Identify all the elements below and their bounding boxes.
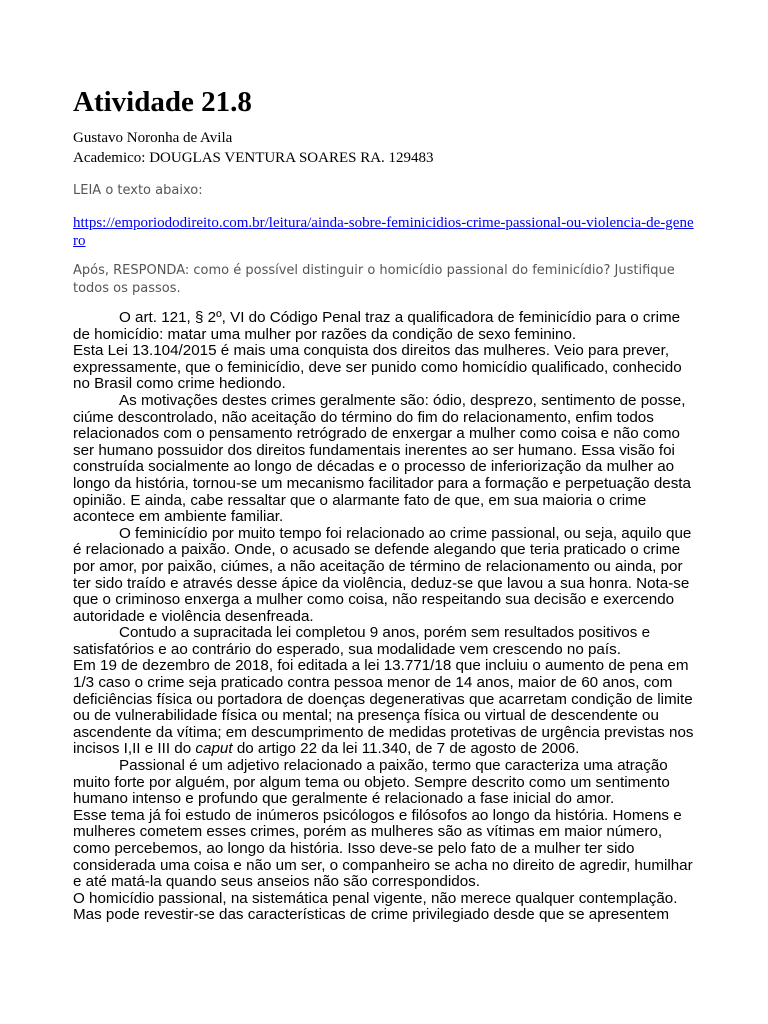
article-link[interactable]: https://emporiododireito.com.br/leitura/ainda-sobre-feminicidios-crime-passional-ou-violencia-de-genero (73, 215, 694, 249)
answer-instruction: Após, RESPONDA: como é possível distinguir o homicídio passional do feminicídio? Justifique todos os passos. (73, 263, 675, 296)
essay-paragraph: Contudo a supracitada lei completou 9 anos, porém sem resultados positivos e satisfatórios e ao contrário do esperado, sua modalidade vem crescendo no país. (73, 624, 651, 658)
essay-paragraph: Esse tema já foi estudo de inúmeros psicólogos e filósofos ao longo da história. Homens e mulheres cometem esses crimes, porém as mulheres são as vítimas em maior número, como percebemos, ao longo da história. Isso deve-se pelo fato de a mulher ter sido considerada uma coisa e não um ser, o companheiro se acha no direito de agredir, humilhar e até matá-la quando seus anseios não são correspondidos. (73, 806, 693, 891)
paragraph-text: Em 19 de dezembro de 2018, foi editada a lei 13.771/18 que incluiu o aumento de pena em 1/3 caso o crime seja praticado contra pessoa menor de 14 anos, maior de 60 anos, com deficiências física ou portadora de doenças degenerativas que acarretam condição de limite ou de vulnerabilidade física ou mental; na presença física ou virtual de descendente ou ascendente da vítima; em descumprimento de medidas protetivas de urgência previstas nos incisos I,II e III do (73, 657, 694, 758)
essay-body (73, 310, 698, 924)
essay-paragraph: O feminicídio por muito tempo foi relacionado ao crime passional, ou seja, aquilo que é relacionado a paixão. Onde, o acusado se defende alegando que teria praticado o crime por amor, por paixão, ciúmes, a não aceitação de término de relacionamento ou ainda, por ter sido traído e através desse ápice da violência, deduz-se que lavou a sua honra. Nota-se que o criminoso enxerga a mulher como coisa, não respeitando sua decisão e exercendo autoridade e violência desenfreada. (73, 524, 692, 625)
page-title: Atividade 21.8 (73, 86, 252, 118)
italic-term: caput (195, 740, 233, 758)
author-line: Gustavo Noronha de Avila (73, 130, 233, 146)
document-page (73, 84, 698, 924)
essay-paragraph: As motivações destes crimes geralmente são: ódio, desprezo, sentimento de posse, ciúme descontrolado, não aceitação do término do fim do relacionamento, enfim todos relacionados com o pensamento retrógrado de enxergar a mulher como coisa e não como ser humano possuidor dos direitos fundamentais inerentes ao ser humano. Essa visão foi construída socialmente ao longo de décadas e o processo de inferiorização da mulher ao longo da história, tornou-se um mecanismo facilitador para a formação e perpetuação desta opinião. E ainda, cabe ressaltar que o alarmante fato de que, em sua maioria o crime acontece em ambiente familiar. (73, 391, 691, 526)
essay-paragraph (73, 658, 698, 758)
student-line: Academico: DOUGLAS VENTURA SOARES RA. 129483 (73, 150, 434, 166)
paragraph-text: do artigo 22 da lei 11.340, de 7 de agosto de 2006. (236, 740, 580, 758)
essay-paragraph: O art. 121, § 2º, VI do Código Penal traz a qualificadora de feminicídio para o crime de homicídio: matar uma mulher por razões da condição de sexo feminino. (73, 309, 681, 343)
read-instruction: LEIA o texto abaixo: (73, 183, 203, 198)
essay-paragraph: Esta Lei 13.104/2015 é mais uma conquista dos direitos das mulheres. Veio para prever, expressamente, que o feminicídio, deve ser punido como homicídio qualificado, conhecido no Brasil como crime hediondo. (73, 342, 682, 393)
essay-paragraph: O homicídio passional, na sistemática penal vigente, não merece qualquer contemplação. Mas pode revestir-se das características de crime privilegiado desde que se apresentem (73, 889, 678, 924)
essay-paragraph: Passional é um adjetivo relacionado a paixão, termo que caracteriza uma atração muito forte por alguém, por algum tema ou objeto. Sempre descrito como um sentimento humano intenso e profundo que geralmente é relacionado a fase inicial do amor. (73, 757, 670, 808)
